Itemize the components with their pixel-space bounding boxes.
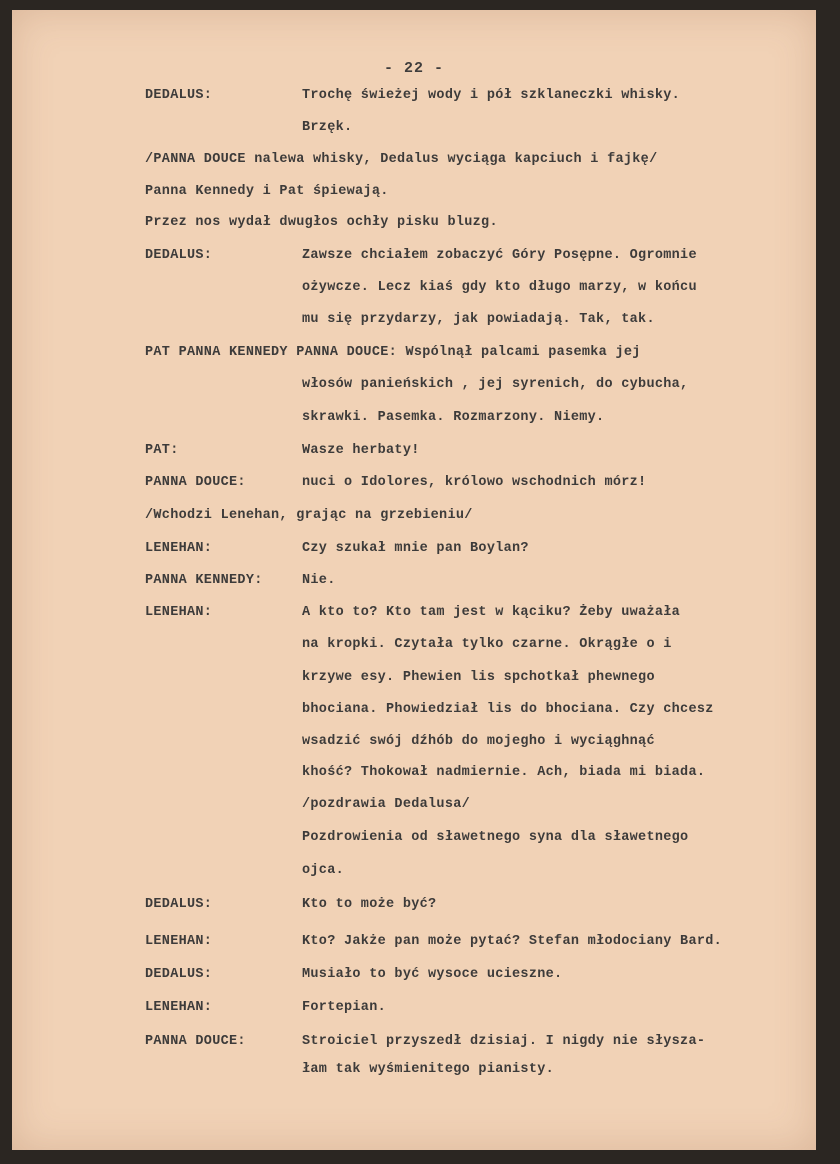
speaker-name: PAT: <box>145 443 179 458</box>
dialogue-line: /pozdrawia Dedalusa/ <box>302 797 471 812</box>
dialogue-line: bhociana. Phowiedział lis do bhociana. Czy chcesz <box>302 702 714 717</box>
dialogue-line: Trochę świeżej wody i pół szklaneczki whisky. <box>302 88 681 103</box>
dialogue-line: Musiało to być wysoce ucieszne. <box>302 967 563 982</box>
speaker-name: LENEHAN: <box>145 541 213 556</box>
stage-direction-line: PAT PANNA KENNEDY PANNA DOUCE: Wspólnął palcami pasemka jej <box>145 345 641 360</box>
dialogue-line: wsadzić swój dźhób do mojegho i wyciąghnąć <box>302 734 655 749</box>
dialogue-line: Kto to może być? <box>302 897 437 912</box>
dialogue-line: skrawki. Pasemka. Rozmarzony. Niemy. <box>302 410 605 425</box>
dialogue-line: Zawsze chciałem zobaczyć Góry Posępne. Ogromnie <box>302 248 697 263</box>
speaker-name: PANNA DOUCE: <box>145 475 246 490</box>
speaker-name: DEDALUS: <box>145 248 213 263</box>
dialogue-line: Nie. <box>302 573 336 588</box>
speaker-name: LENEHAN: <box>145 1000 213 1015</box>
dialogue-line: Brzęk. <box>302 120 353 135</box>
dialogue-line: A kto to? Kto tam jest w kąciku? Żeby uważała <box>302 605 681 620</box>
dialogue-line: Pozdrowienia od sławetnego syna dla sławetnego <box>302 830 689 845</box>
dialogue-line: khość? Thokował nadmiernie. Ach, biada mi biada. <box>302 765 706 780</box>
speaker-name: PANNA KENNEDY: <box>145 573 263 588</box>
dialogue-line: Stroiciel przyszedł dzisiaj. I nigdy nie słysza- <box>302 1034 706 1049</box>
stage-direction-line: /PANNA DOUCE nalewa whisky, Dedalus wyciąga kapciuch i fajkę/ <box>145 152 658 167</box>
dialogue-line: Fortepian. <box>302 1000 387 1015</box>
stage-direction-line: Panna Kennedy i Pat śpiewają. <box>145 184 389 199</box>
dialogue-line: krzywe esy. Phewien lis spchotkał phewnego <box>302 670 655 685</box>
speaker-name: LENEHAN: <box>145 934 213 949</box>
dialogue-line: ożywcze. Lecz kiaś gdy kto długo marzy, w końcu <box>302 280 697 295</box>
dialogue-line: Czy szukał mnie pan Boylan? <box>302 541 529 556</box>
dialogue-line: Kto? Jakże pan może pytać? Stefan młodociany Bard. <box>302 934 723 949</box>
speaker-name: LENEHAN: <box>145 605 213 620</box>
dialogue-line: nuci o Idolores, królowo wschodnich mórz! <box>302 475 647 490</box>
page-number: - 22 - <box>383 60 444 77</box>
typewritten-page <box>12 10 816 1150</box>
dialogue-line: ojca. <box>302 863 345 878</box>
speaker-name: PANNA DOUCE: <box>145 1034 246 1049</box>
dialogue-line: na kropki. Czytała tylko czarne. Okrągłe o i <box>302 637 672 652</box>
speaker-name: DEDALUS: <box>145 897 213 912</box>
dialogue-line: Wasze herbaty! <box>302 443 420 458</box>
stage-direction-line: /Wchodzi Lenehan, grając na grzebieniu/ <box>145 508 473 523</box>
speaker-name: DEDALUS: <box>145 88 213 103</box>
stage-direction-line: Przez nos wydał dwugłos ochły pisku bluzg. <box>145 215 498 230</box>
dialogue-line: mu się przydarzy, jak powiadają. Tak, tak. <box>302 312 655 327</box>
dialogue-line: włosów panieńskich , jej syrenich, do cybucha, <box>302 377 689 392</box>
speaker-name: DEDALUS: <box>145 967 213 982</box>
dialogue-line: łam tak wyśmienitego pianisty. <box>302 1062 555 1077</box>
